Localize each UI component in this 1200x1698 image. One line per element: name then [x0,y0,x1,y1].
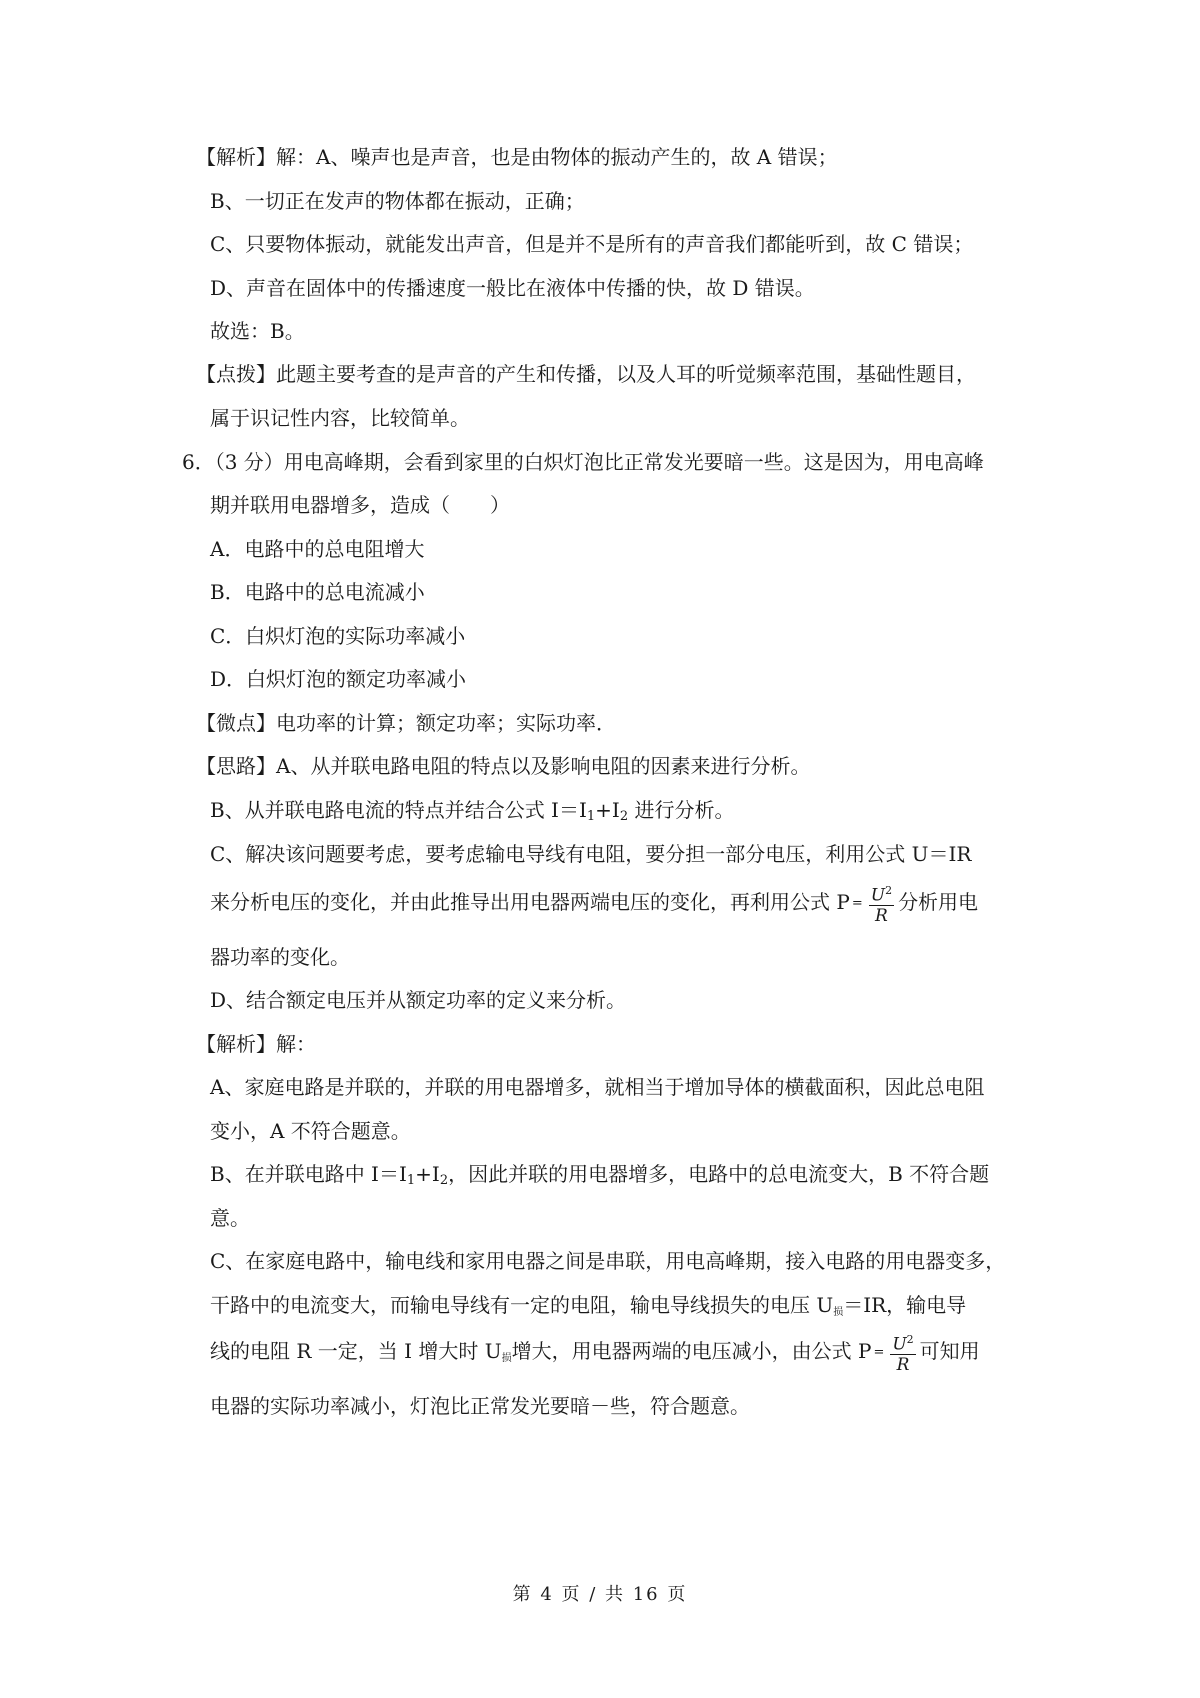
solution-c-line-2: 干路中的电流变大，而输电导线有一定的电阻，输电导线损失的电压 $U_损=IR$，输电导 [210,1293,967,1318]
page-footer: 第 4 页 / 共 16 页 [512,1584,688,1605]
analysis-line-1: 【解析】解：A、噪声也是声音，也是由物体的振动产生的，故 A 错误； [196,145,838,169]
solution-c-line-1: C、在家庭电路中，输电线和家用电器之间是串联，用电高峰期，接入电路的用电器变多， [210,1249,1006,1273]
option-d: D．白炽灯泡的额定功率减小 [210,667,467,691]
solution-heading: 【解析】解： [196,1032,316,1056]
analysis-line-2: B、一切正在发声的物体都在振动，正确； [210,189,585,213]
idea-line-1: 【思路】A、从并联电路电阻的特点以及影响电阻的因素来进行分析。 [196,754,811,778]
idea-line-4: 来分析电压的变化，并由此推导出用电器两端电压的变化，再利用公式 P = $\frac{U^2}{R}$ 分析用电 [210,880,1030,926]
idea-line-6: D、结合额定电压并从额定功率的定义来分析。 [210,988,627,1012]
solution-b-line-1: B、在并联电路中 $I=I_1+I_2$，因此并联的用电器增多，电路中的总电流变大，B 不符合题 [210,1162,990,1188]
solution-c-line-4: 电器的实际功率减小，灯泡比正常发光要暗－些，符合题意。 [210,1394,750,1418]
question-6-stem-2: 期并联用电器增多，造成（ ） [210,493,510,517]
tip-line-1: 【点拨】此题主要考查的是声音的产生和传播，以及人耳的听觉频率范围，基础性题目， [196,362,976,386]
option-b: B．电路中的总电流减小 [210,580,425,604]
question-6-stem-1: 6．（3 分）用电高峰期，会看到家里的白炽灯泡比正常发光要暗一些。这是因为，用电高峰 [182,450,984,474]
analysis-line-3: C、只要物体振动，就能发出声音，但是并不是所有的声音我们都能听到，故 C 错误； [210,232,974,256]
idea-line-3: C、解决该问题要考虑，要考虑输电导线有电阻，要分担一部分电压，利用公式 U＝IR [210,842,972,866]
keypoint-line: 【微点】电功率的计算；额定功率；实际功率． [196,711,616,735]
solution-a-line-2: 变小，A 不符合题意。 [210,1119,411,1143]
idea-line-2: B、从并联电路电流的特点并结合公式 $I=I_1+I_2$ 进行分析。 [210,798,735,824]
answer-line: 故选：B。 [210,319,305,343]
power-formula: $\frac{U^2}{R}$ [869,881,894,927]
analysis-line-4: D、声音在固体中的传播速度一般比在液体中传播的快，故 D 错误。 [210,276,815,300]
idea-line-5: 器功率的变化。 [210,945,350,969]
solution-a-line-1: A、家庭电路是并联的，并联的用电器增多，就相当于增加导体的横截面积，因此总电阻 [210,1075,985,1099]
solution-c-line-3: 线的电阻 R 一定，当 I 增大时 $U_损$增大，用电器两端的电压减小，由公式 P = $\frac{U^2}{R}$ 可知用 [210,1329,1030,1375]
option-c: C．白炽灯泡的实际功率减小 [210,624,466,648]
option-a: A．电路中的总电阻增大 [210,537,425,561]
solution-b-line-2: 意。 [210,1206,250,1230]
tip-line-2: 属于识记性内容，比较简单。 [210,406,470,430]
power-formula-2: $\frac{U^2}{R}$ [890,1330,915,1376]
